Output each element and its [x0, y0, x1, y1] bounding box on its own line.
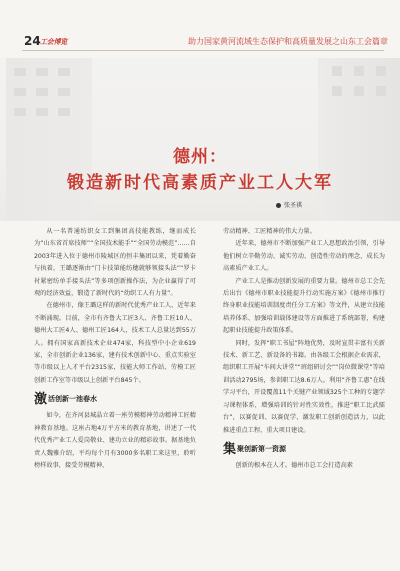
- magazine-logo: 工会博览: [40, 38, 68, 46]
- left-column: [34, 226, 196, 472]
- building-illustration-left: [6, 58, 92, 221]
- building-illustration-right: [318, 58, 400, 221]
- author-name: 张圣祺: [284, 202, 303, 209]
- paragraph: 在德州市，像王璐这样的新时代优秀产业工人，近年来不断涌现。目前，全市有齐鲁大工匠3人、齐鲁工匠10人、德州大工匠4人、德州工匠164人，技术工人总量达到55万人。拥有国家高新技术企业474家，科技型中小企业619家，全市创新企业136家，建有技术创新中心、重点实验室等市级以上人才平台2315家，技能大师工作站、劳模工匠创新工作室等市级以上创新平台845个。: [34, 302, 196, 384]
- paragraph: 从一名普通纺织女工到集团高技能教练，继而成长为“山东省首席技师”“全国技术能手”“全国劳动模范”……自2003年进入位于德州市陵城区的恒丰集团以来，凭着勤奋与执着，王璐逐渐由“门卡技第能纺穗就够领接头法”“罗卡衬紧密纺单手接头法”等多项创新操作法，为企业赢得了可观的经济效益，锻造了新时代的“幼织工人有力量”。: [34, 228, 196, 298]
- header-divider: [22, 50, 384, 51]
- author-bullet-icon: [276, 203, 281, 208]
- paragraph: 创新的根本在人才。德州市总工会打造高素: [235, 461, 353, 469]
- running-head: 助力国家黄河流域生态保护和高质量发展之山东工会篇章: [188, 37, 388, 46]
- page-number: 24: [24, 34, 41, 48]
- article-title-line1: 德州：: [173, 147, 227, 167]
- paragraph: 近年来，德州市不断加强产业工人思想政治引领，引导他们树立辛勤劳动、诚实劳动、创造性劳动的理念，成长为高素质产业工人。: [223, 240, 385, 273]
- right-column: [223, 226, 385, 472]
- byline: [276, 200, 302, 209]
- paragraph: 劳动精神、工匠精神的伟大力量。: [223, 228, 316, 235]
- paragraph: 同时，发挥“职工书屋”阵地优势，及时宣贯丰富有关新技术、新工艺、新设备的书籍。由各级工会根据企业需求，组织职工开展“车间大讲堂”“班组研讨会”“岗位微课堂”等培训活动2795场，参训职工达8.6万人。利用“齐鲁工惠”在线学习平台，开设覆盖11个关键产业领域325个工种的专题学习课程体系，增强培训的针对性实效性，推进“职工比武擂台”，以赛促训、以赛促学，激发职工创新创造活力，以此推进重点工程、重大项目建设。: [223, 339, 385, 434]
- section-heading-initial: 激: [34, 392, 48, 408]
- section-heading: [223, 442, 385, 457]
- section-heading-text: 活创新一池春水: [48, 395, 98, 404]
- article-title-line2: 锻造新时代高素质产业工人大军: [67, 173, 333, 193]
- section-heading-initial: 集: [223, 441, 237, 457]
- paragraph: 如今，在齐河县城晶立着一座劳模精神劳动精神工匠精神教育基地。这座占地4万平方米的教育基地，讲述了一代代优秀产业工人爱岗敬业、建功立业的精彩故事。据基地负责人魏雅介绍，平均每个月有3000多名职工来这里，聆听榜样故事，接受劳模精神、: [34, 412, 196, 469]
- section-heading-text: 聚创新第一资源: [237, 444, 287, 453]
- section-heading: [34, 392, 196, 407]
- paragraph: 产业工人是推动创新发展的重要力量。德州市总工会先后出台《德州市职业技能提升行动实施方案》《德州市推行终身职业技能培训制度责任分工方案》等文件，从建立技能培养体系、加强培训载体建设等方面推进了系统部署，构建起职业技能提升政策体系。: [223, 277, 385, 335]
- hero-banner: [0, 58, 400, 221]
